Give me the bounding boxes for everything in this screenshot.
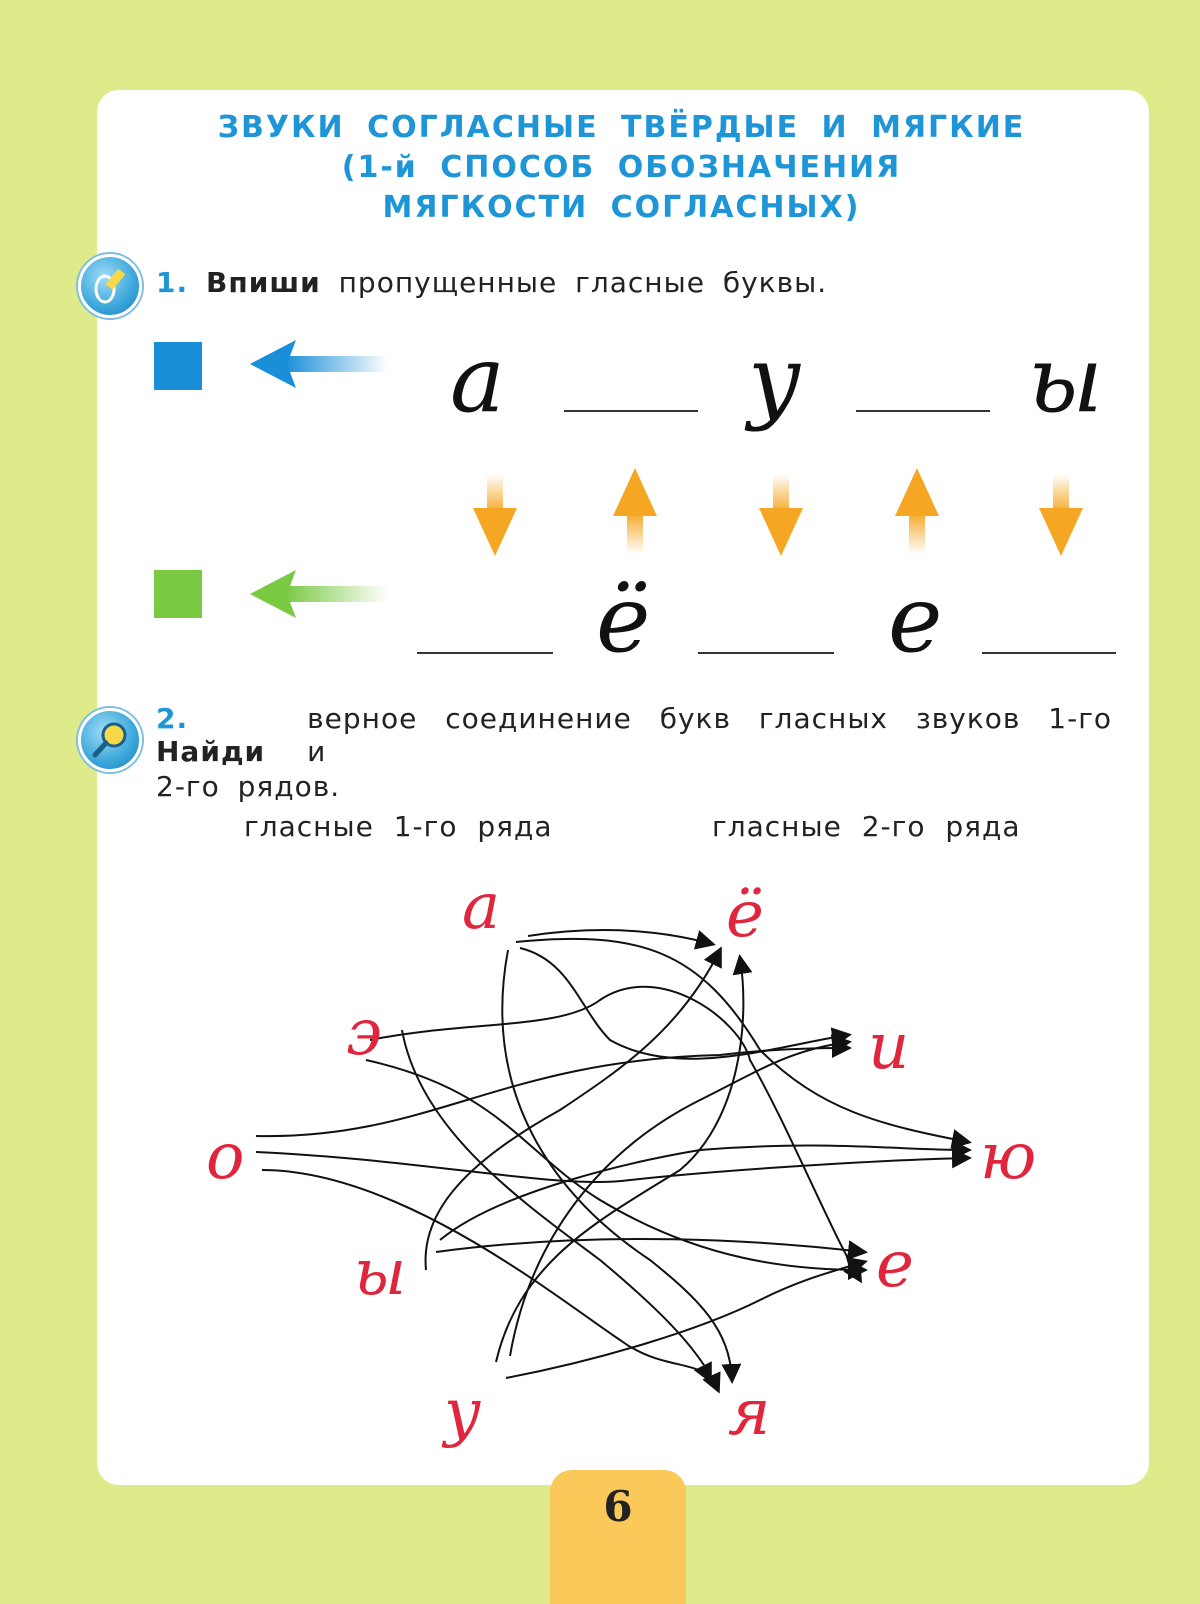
task2-text-2: 2-го рядов. — [156, 770, 341, 803]
row2-letter-yo: ё — [596, 566, 651, 673]
title-line-2: (1-й СПОСОБ ОБОЗНАЧЕНИЯ — [341, 150, 902, 185]
col2-label: гласные 2-го ряда — [712, 810, 1021, 843]
task2-number: 2. — [156, 702, 189, 735]
title-line-1: ЗВУКИ СОГЛАСНЫЕ ТВЁРДЫЕ И МЯГКИЕ — [217, 110, 1026, 145]
row2-letter-ye: е — [888, 566, 943, 673]
right-letter-yo: ё — [726, 878, 764, 952]
left-letter-a: а — [462, 870, 501, 944]
task2-verb: Найди — [156, 735, 266, 768]
title-line-3: МЯГКОСТИ СОГЛАСНЫХ) — [382, 190, 861, 225]
left-letter-o: о — [206, 1120, 245, 1194]
task2-text-1: верное соединение букв гласных звуков 1-го и — [307, 702, 1113, 768]
col1-label: гласные 1-го ряда — [244, 810, 553, 843]
row1-letter-a: а — [450, 326, 505, 433]
left-letter-u: у — [444, 1376, 482, 1450]
left-letter-y: ы — [354, 1236, 407, 1310]
task1-number: 1. — [156, 266, 189, 299]
row1-letter-y: ы — [1028, 326, 1103, 433]
right-letter-yu: ю — [980, 1120, 1037, 1194]
right-letter-ye: е — [876, 1228, 914, 1302]
task1-verb: Впиши — [206, 266, 321, 299]
row1-letter-u: у — [748, 326, 802, 433]
right-letter-ya: я — [728, 1376, 771, 1450]
task1-text: пропущенные гласные буквы. — [338, 266, 828, 299]
page-number: 6 — [603, 1482, 633, 1531]
left-letter-e: э — [346, 996, 382, 1070]
right-letter-i: и — [868, 1010, 910, 1084]
